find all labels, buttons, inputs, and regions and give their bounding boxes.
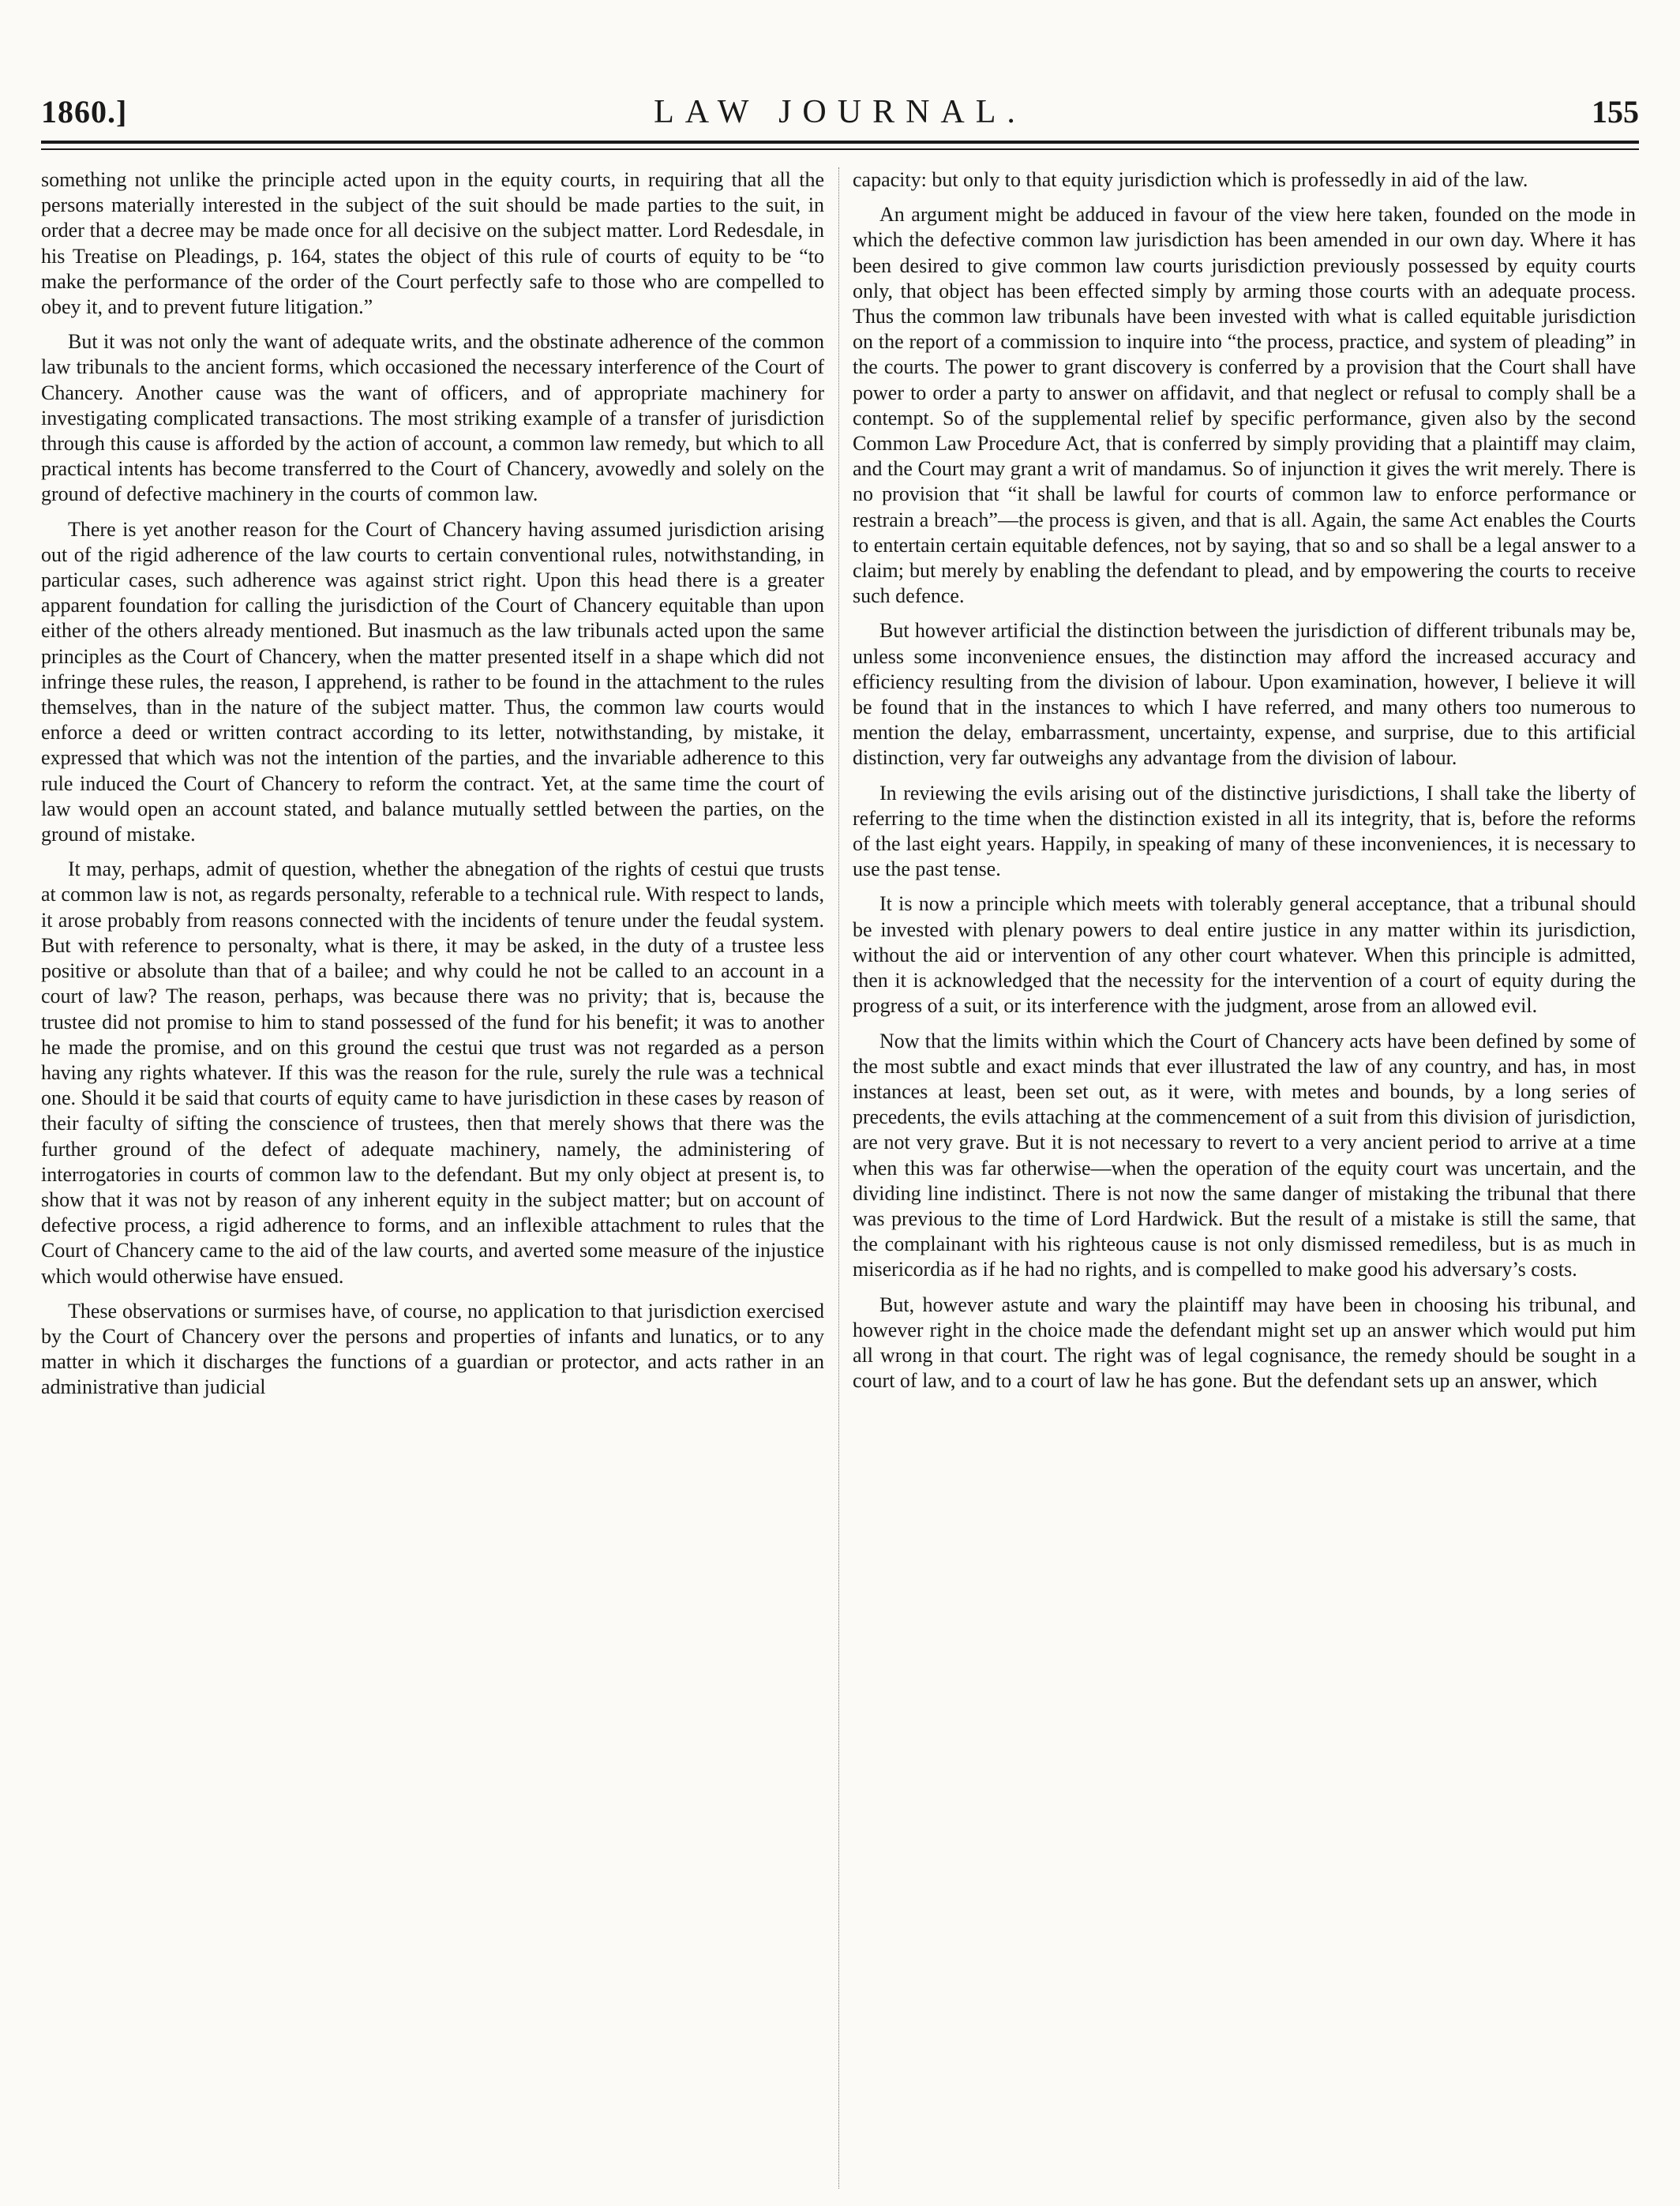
header-rule-thin — [41, 148, 1639, 150]
paragraph: But, however astute and wary the plaintiff may have been in choosing his tribunal, and however right in the choice made the defendant might set up an answer which would put him all wrong in that court. The right was of legal cognisance, the remedy should be sought in a court of law, and to a court of law he has gone. But the defendant sets up an answer, which — [853, 1292, 1636, 1393]
running-header — [41, 93, 1639, 141]
page-number: 155 — [1592, 94, 1639, 129]
column-divider — [838, 167, 839, 2189]
paragraph: An argument might be adduced in favour of the view here taken, founded on the mode in which the defective common law jurisdiction has been amended in our own day. Where it has been desired to give common law courts jurisdiction previously possessed by equity courts only, that object has been effected simply by arming those courts with an adequate process. Thus the common law tribunals have been invested with what is called equitable jurisdiction on the report of a commission to inquire into “the process, practice, and system of pleading” in the courts. The power to grant discovery is conferred by a provision that the Court shall have power to order a party to answer on affidavit, and that neglect or refusal to comply shall be a contempt. So of the supplemental relief by specific performance, given also by the second Common Law Procedure Act, that is conferred by simply providing that a plaintiff may claim, and the Court may grant a writ of mandamus. So of injunction it gives the writ merely. There is no provision that “it shall be lawful for courts of common law to enforce performance or restrain a breach”—the process is given, and that is all. Again, the same Act enables the Courts to entertain certain equitable defences, not by saying, that so and so shall be a legal answer to a claim; but merely by enabling the defendant to plead, and by empowering the courts to receive such defence. — [853, 203, 1636, 608]
left-column — [41, 167, 824, 1410]
header-year: 1860.] — [41, 94, 128, 129]
paragraph: But however artificial the distinction between the jurisdiction of different tribunals may be, unless some inconvenience ensues, the distinction may afford the increased accuracy and efficiency resulting from the division of labour. Upon examination, however, I believe it will be found that in the instances to which I have referred, and many others too numerous to mention the delay, embarrassment, uncertainty, expense, and surprise, due to this artificial distinction, very far outweighs any advantage from the division of labour. — [853, 619, 1636, 770]
paragraph: something not unlike the principle acted upon in the equity courts, in requiring that all the persons materially interested in the subject of the suit should be made parties to the suit, in order that a decree may be made once for all decisive on the subject matter. Lord Redesdale, in his Treatise on Pleadings, p. 164, states the object of this rule of courts of equity to be “to make the performance of the order of the Court perfectly safe to those who are compelled to obey it, and to prevent future litigation.” — [41, 168, 824, 319]
header-rule-thick — [41, 141, 1639, 144]
paragraph: These observations or surmises have, of course, no application to that jurisdiction exercised by the Court of Chancery over the persons and properties of infants and lunatics, or to any matter in which it discharges the functions of a guardian or protector, and acts rather in an administrative than judicial — [41, 1299, 824, 1399]
journal-title: LAW JOURNAL. — [654, 94, 1026, 130]
paragraph: It is now a principle which meets with tolerably general acceptance, that a tribunal should be invested with plenary powers to deal entire justice in any matter within its jurisdiction, without the aid or intervention of any other court whatever. When this principle is admitted, then it is acknowledged that the necessity for the intervention of a court of equity during the progress of a suit, or its interference with the judgment, arose from an allowed evil. — [853, 892, 1636, 1018]
paragraph: capacity: but only to that equity jurisdiction which is professedly in aid of the law. — [853, 168, 1528, 191]
paragraph: It may, perhaps, admit of question, whether the abnegation of the rights of cestui que trusts at common law is not, as regards personalty, referable to a technical rule. With respect to lands, it arose probably from reasons connected with the incidents of tenure under the feudal system. But with reference to personalty, what is there, it may be asked, in the duty of a trustee less positive or absolute than that of a bailee; and why could he not be called to an account in a court of law? The reason, perhaps, was because there was no privity; that is, because the trustee did not promise to him to stand possessed of the fund for his benefit; it was to another he made the promise, and on this ground the cestui que trust was not regarded as a person having any rights whatever. If this was the reason for the rule, surely the rule was a technical one. Should it be said that courts of equity came to have jurisdiction in these cases by reason of their faculty of sifting the conscience of trustees, then that merely shows that there was the further ground of the defect of adequate machinery, namely, the administering of interrogatories in courts of common law to the defendant. But my only object at present is, to show that it was not by reason of any inherent equity in the subject matter; but on account of defective process, a rigid adherence to forms, and an inflexible attachment to rules that the Court of Chancery came to the aid of the law courts, and averted some measure of the injustice which would otherwise have ensued. — [41, 857, 824, 1288]
paragraph: Now that the limits within which the Court of Chancery acts have been defined by some of the most subtle and exact minds that ever illustrated the law of any country, and has, in most instances at least, been set out, as it were, with metes and bounds, by a long series of precedents, the evils attaching at the commencement of a suit from this division of jurisdiction, are not very grave. But it is not necessary to revert to a very ancient period to arrive at a time when this was far otherwise—when the operation of the equity court was uncertain, and the dividing line indistinct. There is not now the same danger of mistaking the tribunal that there was previous to the time of Lord Hardwick. But the result of a mistake is still the same, that the complainant with his righteous cause is not only dismissed remediless, but is as much in misericordia as if he had no rights, and is compelled to make good his adversary’s costs. — [853, 1029, 1636, 1281]
paragraph: There is yet another reason for the Court of Chancery having assumed jurisdiction arising out of the rigid adherence of the law courts to certain conventional rules, notwithstanding, in particular cases, such adherence was against strict right. Upon this head there is a greater apparent foundation for calling the jurisdiction of the Court of Chancery equitable than upon either of the others already mentioned. But inasmuch as the law tribunals acted upon the same principles as the Court of Chancery, when the matter presented itself in a shape which did not infringe these rules, the reason, I apprehend, is rather to be found in the attachment to the rules themselves, than in the nature of the subject matter. Thus, the common law courts would enforce a deed or written contract according to its letter, notwithstanding, by mistake, it expressed that which was not the intention of the parties, and the invariable adherence to this rule induced the Court of Chancery to reform the contract. Yet, at the same time the court of law would open an account stated, and balance mutually settled between the parties, on the ground of mistake. — [41, 517, 824, 846]
paragraph: But it was not only the want of adequate writs, and the obstinate adherence of the common law tribunals to the ancient forms, which occasioned the necessary interference of the Court of Chancery. Another cause was the want of officers, and of appropriate machinery for investigating complicated transactions. The most striking example of a transfer of jurisdiction through this cause is afforded by the action of account, a common law remedy, but which to all practical intents has become transferred to the Court of Chancery, avowedly and solely on the ground of defective machinery in the courts of common law. — [41, 330, 824, 506]
right-column — [853, 167, 1636, 1403]
paragraph: In reviewing the evils arising out of the distinctive jurisdictions, I shall take the liberty of referring to the time when the distinction existed in all its integrity, that is, before the reforms of the last eight years. Happily, in speaking of many of these inconveniences, it is necessary to use the past tense. — [853, 781, 1636, 881]
